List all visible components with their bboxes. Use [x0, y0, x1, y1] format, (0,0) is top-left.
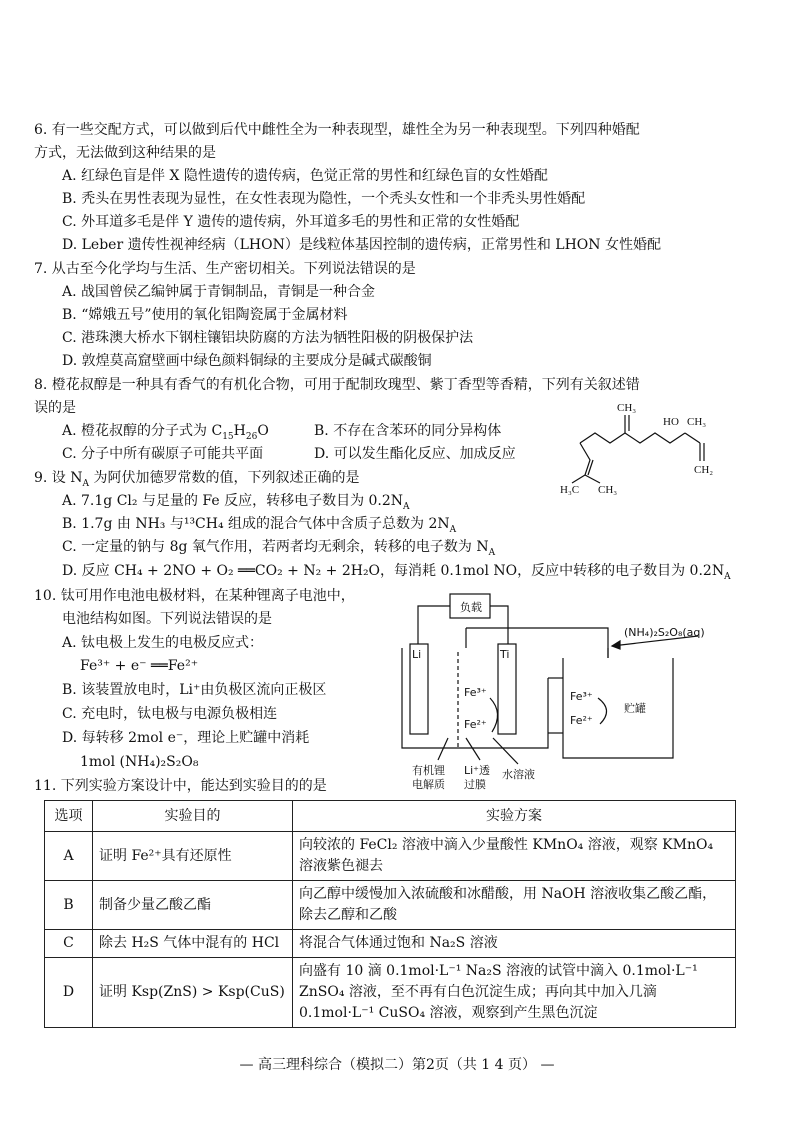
q10-option-d-line1: D. 每转移 2mol e⁻，理论上贮罐中消耗 — [62, 730, 310, 746]
q9-option-d: D. 反应 CH₄ + 2NO + O₂ ══CO₂ + N₂ + 2H₂O，每消耗 0.1mol NO，反应中转移的电子数目为 $0.2N_A$ — [62, 563, 731, 582]
cell-label-fe2-left: Fe²⁺ — [464, 718, 487, 731]
cell-label-persulfate: (NH₄)₂S₂O₈(aq) — [624, 626, 705, 639]
q10-option-b: B. 该装置放电时，Li⁺由负极区流向正极区 — [62, 682, 327, 698]
row-plan: 向乙醇中缓慢加入浓硫酸和冰醋酸，用 NaOH 溶液收集乙酸乙酯，除去乙醇和乙酸 — [293, 881, 736, 930]
q11-stem: 11. 下列实验方案设计中，能达到实验目的的是 — [34, 778, 327, 794]
q7-stem: 7. 从古至今化学均与生活、生产密切相关。下列说法错误的是 — [34, 261, 416, 277]
nerolidol-structure-diagram — [560, 395, 720, 495]
cell-label-fe3-tank: Fe³⁺ — [570, 690, 593, 703]
cell-label-tank: 贮罐 — [624, 702, 646, 715]
table-header-row — [45, 801, 736, 832]
mol-label-ch2: CH₂ — [694, 464, 714, 476]
row-plan: 向盛有 10 滴 0.1mol·L⁻¹ Na₂S 溶液的试管中滴入 0.1mol·L⁻¹ ZnSO₄ 溶液，至不再有白色沉淀生成；再向其中加入几滴 0.1mol·L⁻¹ CuSO₄ 溶液，观察到产生黑色沉淀 — [293, 958, 736, 1028]
q6-stem-line1: 6. 有一些交配方式，可以做到后代中雌性全为一种表现型，雄性全为另一种表现型。下列四种婚配 — [34, 122, 640, 138]
table-row — [45, 930, 736, 958]
q8-option-a: A. 橙花叔醇的分子式为 $C_{15}H_{26}O$ — [62, 423, 269, 442]
q8-option-d: D. 可以发生酯化反应、加成反应 — [314, 446, 516, 462]
row-purpose: 除去 H₂S 气体中混有的 HCl — [93, 930, 293, 958]
q9-option-a: A. 7.1g Cl₂ 与足量的 Fe 反应，转移电子数目为 $0.2N_A$ — [62, 493, 410, 512]
q7-option-d: D. 敦煌莫高窟壁画中绿色颜料铜绿的主要成分是碱式碳酸铜 — [62, 353, 432, 369]
q6-option-b: B. 秃头在男性表现为显性，在女性表现为隐性，一个秃头女性和一个非秃头男性婚配 — [62, 191, 586, 207]
row-option: C — [45, 930, 93, 958]
row-option: A — [45, 832, 93, 881]
q10-option-a-line1: A. 钛电极上发生的电极反应式： — [62, 635, 264, 651]
table-header-plan: 实验方案 — [293, 801, 736, 832]
q9-stem: 9. 设 $N_A$ 为阿伏加德罗常数的值，下列叙述正确的是 — [34, 470, 360, 489]
cell-label-electrolyte-1: 有机锂 — [412, 764, 445, 777]
q7-option-a: A. 战国曾侯乙编钟属于青铜制品，青铜是一种合金 — [62, 284, 376, 300]
row-purpose: 证明 Ksp(ZnS) > Ksp(CuS) — [93, 958, 293, 1028]
cell-label-ti: Ti — [500, 648, 510, 661]
mol-label-h3c: H₃C — [560, 484, 580, 495]
q10-stem-line2: 电池结构如图。下列说法错误的是 — [62, 611, 272, 627]
row-plan: 将混合气体通过饱和 Na₂S 溶液 — [293, 930, 736, 958]
q8-option-b: B. 不存在含苯环的同分异构体 — [314, 423, 502, 439]
battery-cell-diagram — [398, 588, 728, 798]
q9-option-b: B. 1.7g 由 NH₃ 与¹³CH₄ 组成的混合气体中含质子总数为 $2N_A$ — [62, 516, 457, 535]
mol-label-ch3-right: CH₃ — [687, 416, 707, 428]
mol-label-ch3-top: CH₃ — [617, 402, 637, 414]
mol-label-ch3-bottom: CH₃ — [598, 484, 618, 495]
cell-label-li: Li — [412, 648, 422, 661]
q10-stem-line1: 10. 钛可用作电池电极材料，在某种锂离子电池中， — [34, 588, 355, 604]
table-row — [45, 881, 736, 930]
q7-option-b: B. “嫦娥五号”使用的氧化铝陶瓷属于金属材料 — [62, 307, 348, 323]
q10-option-a-line2: Fe³⁺ + e⁻ ══Fe²⁺ — [80, 658, 199, 674]
row-option: B — [45, 881, 93, 930]
q8-stem-line2: 误的是 — [34, 400, 76, 416]
q9-option-c: C. 一定量的钠与 8g 氧气作用，若两者均无剩余，转移的电子数为 $N_A$ — [62, 539, 496, 558]
q7-option-c: C. 港珠澳大桥水下钢柱镶铝块防腐的方法为牺牲阳极的阴极保护法 — [62, 330, 474, 346]
table-row — [45, 958, 736, 1028]
row-purpose: 制备少量乙酸乙酯 — [93, 881, 293, 930]
row-purpose: 证明 Fe²⁺具有还原性 — [93, 832, 293, 881]
cell-label-electrolyte-2: 电解质 — [412, 778, 445, 791]
q10-option-d-line2: 1mol (NH₄)₂S₂O₈ — [80, 754, 199, 770]
row-plan: 向较浓的 FeCl₂ 溶液中滴入少量酸性 KMnO₄ 溶液，观察 KMnO₄ 溶液紫色褪去 — [293, 832, 736, 881]
row-option: D — [45, 958, 93, 1028]
cell-label-membrane-2: 过膜 — [464, 778, 486, 791]
cell-label-aqueous: 水溶液 — [502, 768, 535, 781]
q10-option-c: C. 充电时，钛电极与电源负极相连 — [62, 706, 278, 722]
page-footer: — 高三理科综合（模拟二）第2页（共 1 4 页） — — [239, 1057, 555, 1073]
experiment-table — [44, 800, 736, 1028]
mol-label-ho: HO — [663, 416, 679, 428]
cell-label-fe3-left: Fe³⁺ — [464, 686, 487, 699]
cell-label-membrane-1: Li⁺透 — [464, 764, 490, 777]
q6-option-a: A. 红绿色盲是伴 X 隐性遗传的遗传病，色觉正常的男性和红绿色盲的女性婚配 — [62, 168, 548, 184]
table-header-purpose: 实验目的 — [93, 801, 293, 832]
cell-label-fe2-tank: Fe²⁺ — [570, 714, 593, 727]
q6-option-c: C. 外耳道多毛是伴 Y 遗传的遗传病，外耳道多毛的男性和正常的女性婚配 — [62, 214, 520, 230]
q8-option-c: C. 分子中所有碳原子可能共平面 — [62, 446, 264, 462]
table-header-option: 选项 — [45, 801, 93, 832]
q6-stem-line2: 方式，无法做到这种结果的是 — [34, 145, 216, 161]
table-row — [45, 832, 736, 881]
cell-label-load: 负载 — [460, 601, 482, 614]
q8-stem-line1: 8. 橙花叔醇是一种具有香气的有机化合物，可用于配制玫瑰型、紫丁香型等香精，下列有关叙述错 — [34, 377, 640, 393]
q6-option-d: D. Leber 遗传性视神经病（LHON）是线粒体基因控制的遗传病，正常男性和 LHON 女性婚配 — [62, 237, 661, 253]
